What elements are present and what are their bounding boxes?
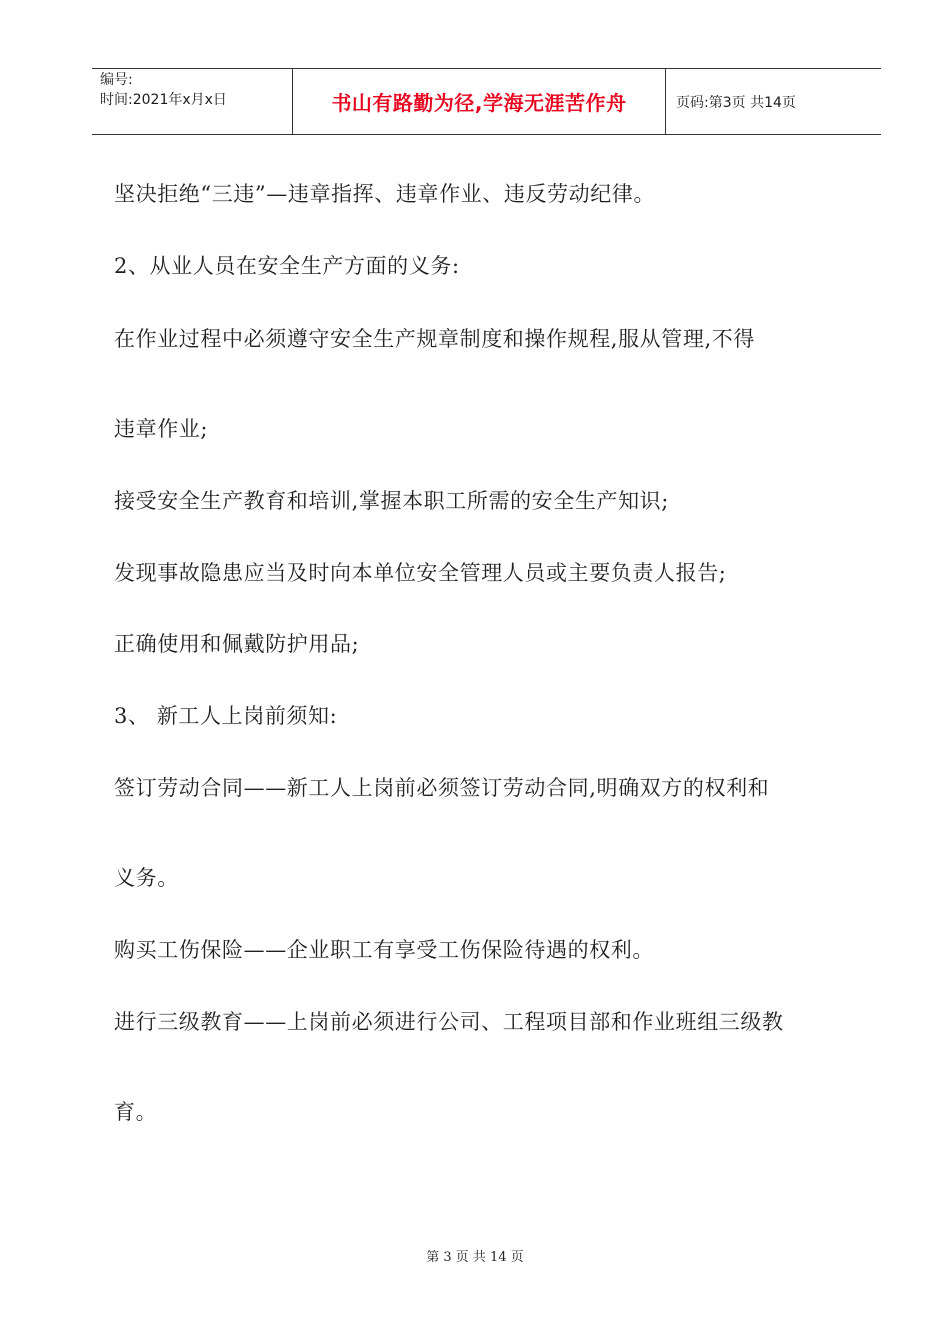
body-paragraph: 接受安全生产教育和培训,掌握本职工所需的安全生产知识;	[114, 489, 669, 513]
header-page-info: 页码:第3页 共14页	[676, 94, 796, 111]
page-footer	[0, 1246, 950, 1265]
body-paragraph: 在作业过程中必须遵守安全生产规章制度和操作规程,服从管理,不得	[114, 327, 755, 351]
header-meta-cell	[92, 69, 293, 134]
header-page-cell	[666, 69, 881, 134]
footer-page-number: 第 3 页 共 14 页	[426, 1250, 524, 1265]
header-time-label: 时间:2021年x月x日	[100, 92, 227, 108]
body-paragraph: 正确使用和佩戴防护用品;	[114, 632, 360, 656]
header-number-label: 编号:	[100, 72, 133, 88]
body-paragraph: 违章作业;	[114, 417, 209, 441]
body-paragraph: 签订劳动合同——新工人上岗前必须签订劳动合同,明确双方的权利和	[114, 776, 770, 800]
header-motto-cell	[293, 69, 666, 134]
page-header	[92, 68, 881, 135]
body-paragraph: 进行三级教育——上岗前必须进行公司、工程项目部和作业班组三级教	[114, 1010, 784, 1034]
body-paragraph: 购买工伤保险——企业职工有享受工伤保险待遇的权利。	[114, 938, 654, 962]
body-paragraph: 义务。	[114, 866, 179, 890]
body-paragraph: 坚决拒绝“三违”—违章指挥、违章作业、违反劳动纪律。	[114, 182, 656, 206]
section-heading: 3、 新工人上岗前须知:	[114, 704, 338, 728]
section-heading: 2、从业人员在安全生产方面的义务:	[114, 254, 460, 278]
body-paragraph: 发现事故隐患应当及时向本单位安全管理人员或主要负责人报告;	[114, 561, 727, 585]
body-paragraph: 育。	[114, 1100, 158, 1124]
header-motto: 书山有路勤为径,学海无涯苦作舟	[331, 91, 627, 115]
